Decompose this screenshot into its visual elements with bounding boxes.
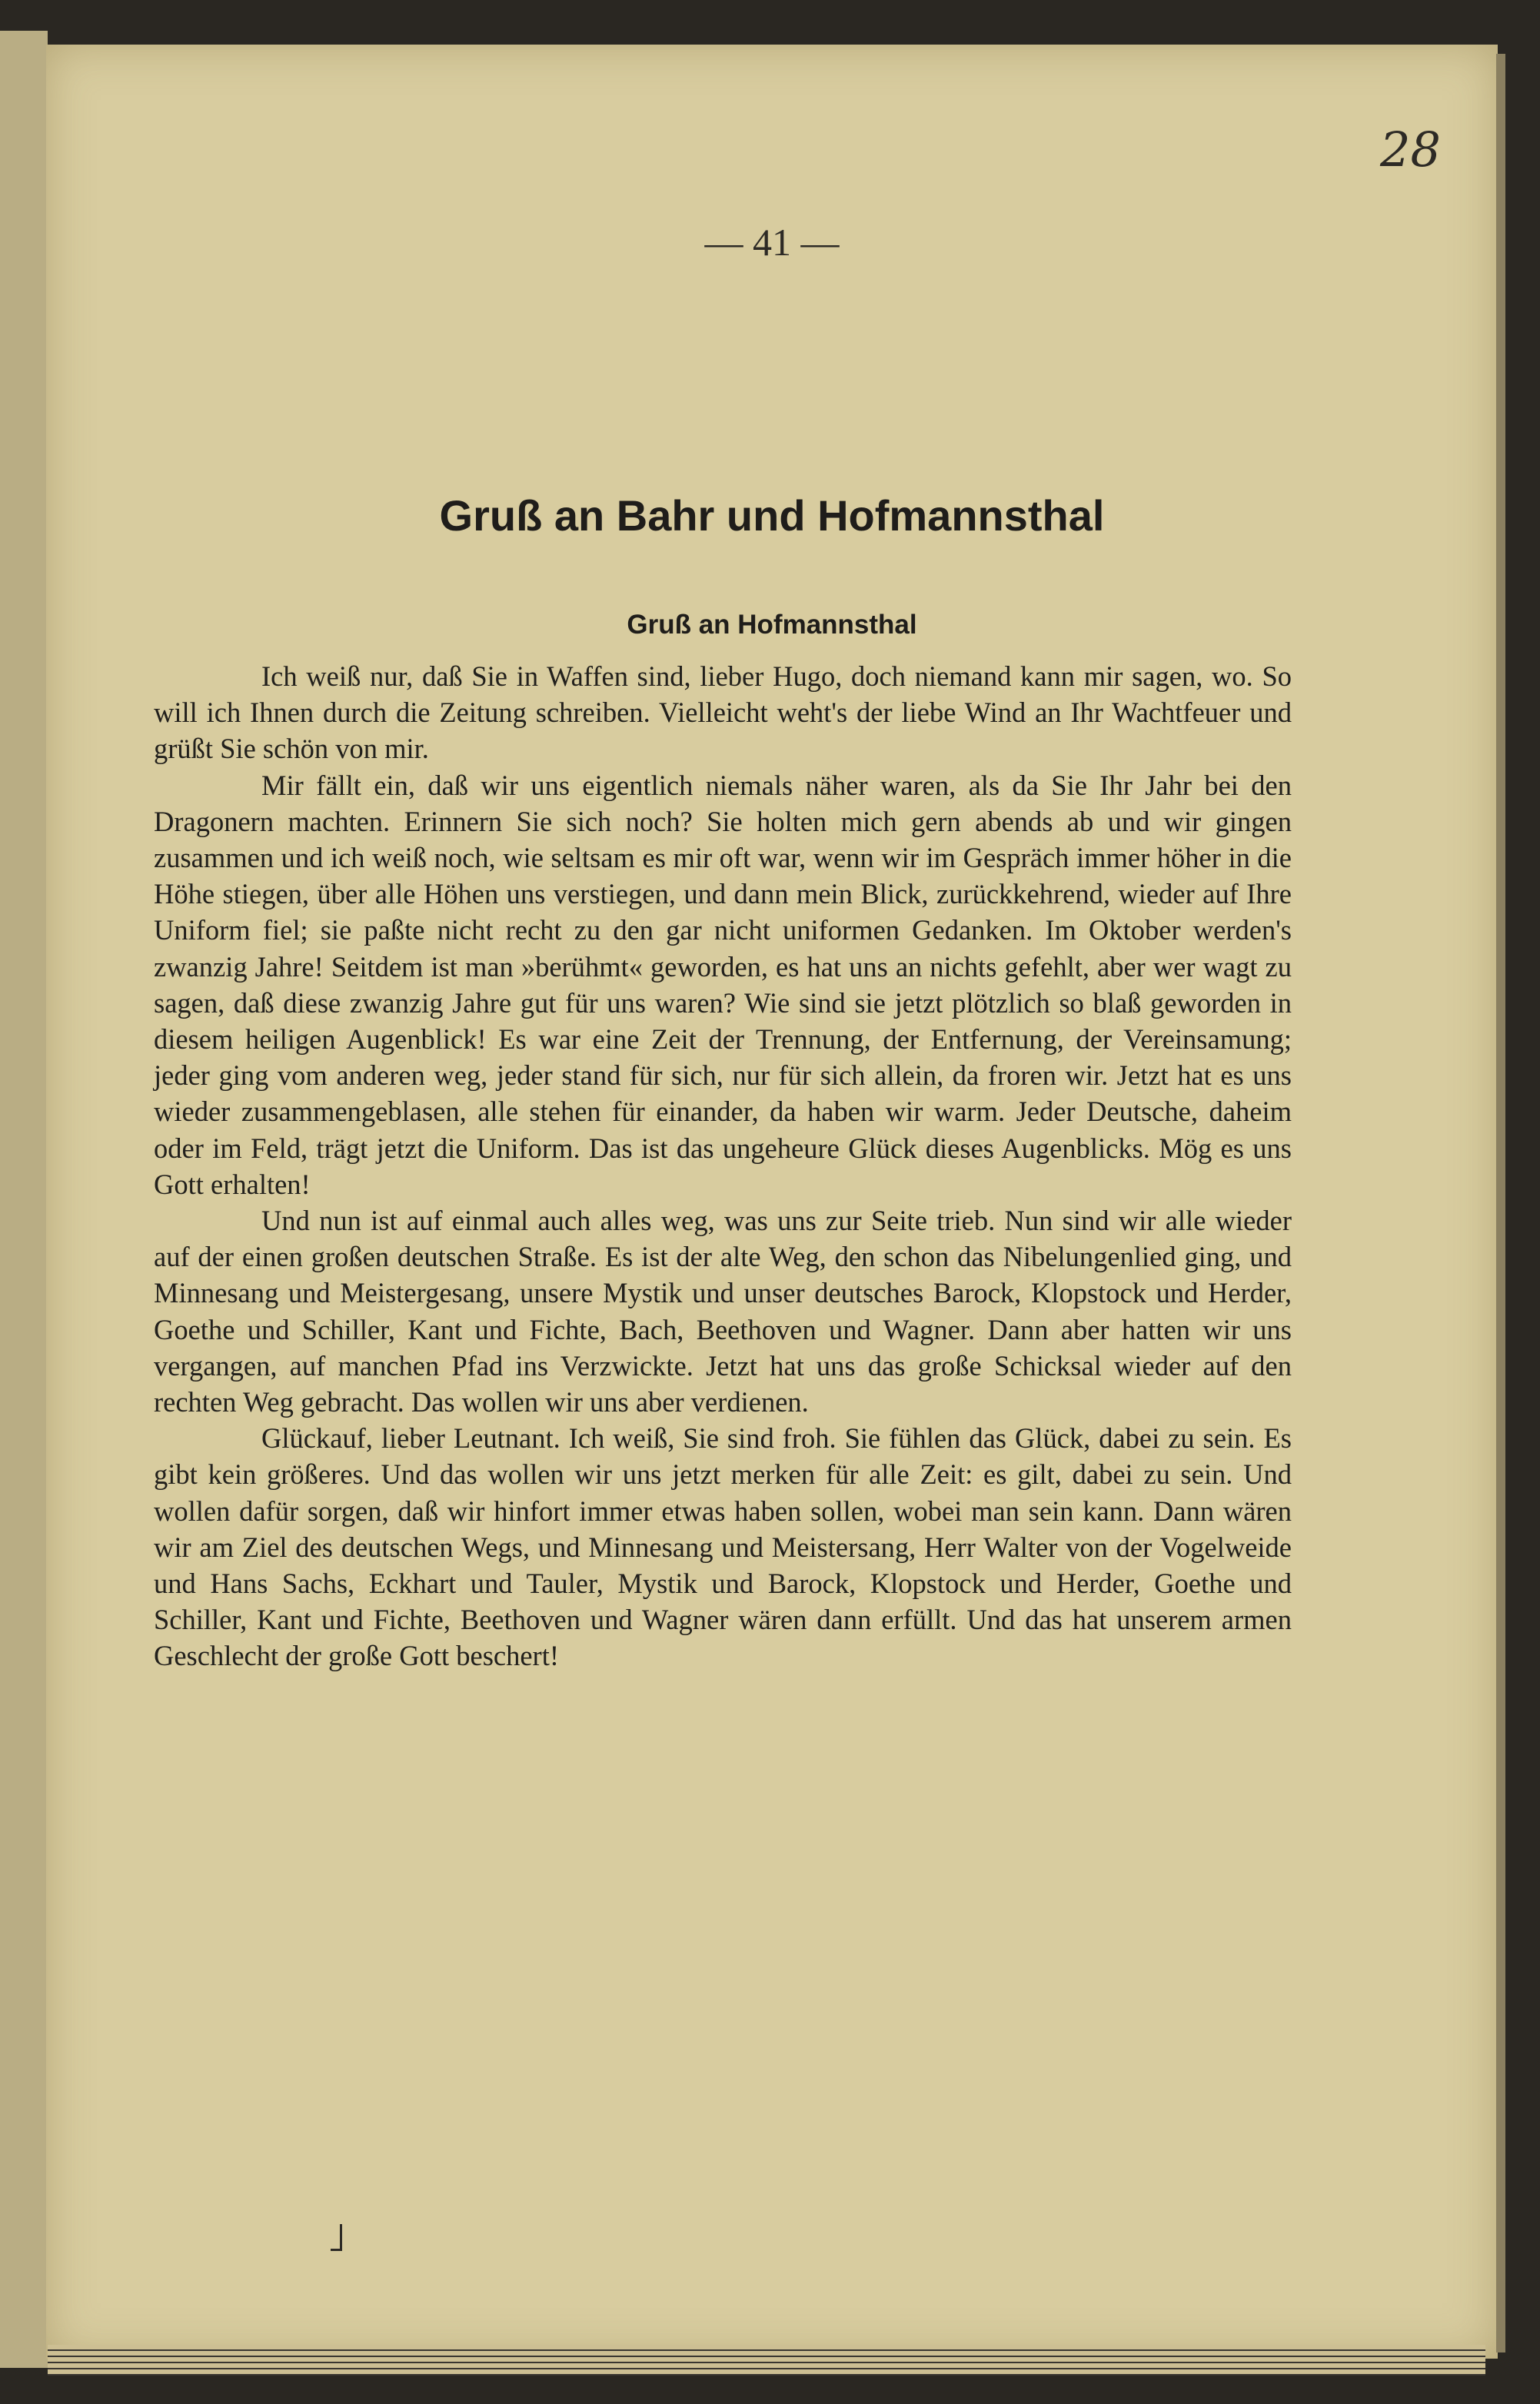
page-title: Gruß an Bahr und Hofmannsthal <box>439 491 1105 540</box>
page-number: — 41 — <box>704 221 840 264</box>
page-edge-right <box>1496 54 1505 2352</box>
book-spine <box>0 31 48 2368</box>
book-page <box>46 45 1498 2359</box>
paragraph-4: Glückauf, lieber Leutnant. Ich weiß, Sie sind froh. Sie fühlen das Glück, dabei zu sein. Es gibt kein größeres. Und das wollen wir uns jetzt merken für alle Zeit: es gilt, dabei zu sein. Und wollen dafür sorgen, daß wir hinfort immer etwas haben sollen, wobei man sein kann. Dann wären wir am Ziel des deutschen Wegs, und Minnesang und Meistersang, Herr Walter von der Vogelweide und Hans Sachs, Eckhart und Tauler, Mystik und Barock, Klopstock und Herder, Goethe und Schiller, Kant und Fichte, Beethoven und Wagner wären dann erfüllt. Und das hat unserem armen Geschlecht der große Gott beschert! <box>154 1422 1292 1672</box>
paragraph-3: Und nun ist auf einmal auch alles weg, was uns zur Seite trieb. Nun sind wir alle wieder auf der einen großen deutschen Straße. Es ist der alte Weg, den schon das Nibelungenlied ging, und Minnesang und Meistergesang, unsere Mystik und unser deutsches Barock, Klopstock und Herder, Goethe und Schiller, Kant und Fichte, Bach, Beethoven und Wagner. Dann aber hatten wir uns vergangen, auf manchen Pfad ins Verzwickte. Jetzt hat uns das große Schicksal wieder auf den rechten Weg gebracht. Das wollen wir uns aber verdienen. <box>154 1205 1292 1418</box>
paragraph-2: Mir fällt ein, daß wir uns eigentlich niemals näher waren, als da Sie Ihr Jahr bei den Dragonern machten. Erinnern Sie sich noch? Sie holten mich gern abends ab und wir gingen zusammen und ich weiß noch, wie seltsam es mir oft war, wenn wir im Gespräch immer höher in die Höhe stiegen, über alle Höhen uns verstiegen, und dann mein Blick, zurückkehrend, wieder auf Ihre Uniform fiel; sie paßte nicht recht zu den gar nicht uniformen Gedanken. Im Oktober werden's zwanzig Jahre! Seitdem ist man »berühmt« geworden, es hat uns an nichts gefehlt, aber wer wagt zu sagen, daß diese zwanzig Jahre gut für uns waren? Wie sind sie jetzt plötzlich so blaß geworden in diesem heiligen Augenblick! Es war eine Zeit der Trennung, der Entfernung, der Vereinsamung; jeder ging vom anderen weg, jeder stand für sich, nur für sich allein, da froren wir. Jetzt hat es uns wieder zusammengeblasen, alle stehen für einander, da haben wir warm. Jeder Deutsche, daheim oder im Feld, trägt jetzt die Uniform. Das ist das ungeheure Glück dieses Augenblicks. Mög es uns Gott erhalten! <box>154 769 1292 1200</box>
page-edges-bottom <box>48 2345 1485 2376</box>
section-subtitle: Gruß an Hofmannsthal <box>627 610 917 640</box>
pencil-mark <box>331 2224 342 2251</box>
handwritten-page-note: 28 <box>1380 121 1441 178</box>
paragraph-1: Ich weiß nur, daß Sie in Waffen sind, lieber Hugo, doch niemand kann mir sagen, wo. So will ich Ihnen durch die Zeitung schreiben. Vielleicht weht's der liebe Wind an Ihr Wachtfeuer und grüßt Sie schön von mir. <box>154 660 1292 765</box>
body-text <box>154 658 1292 1674</box>
